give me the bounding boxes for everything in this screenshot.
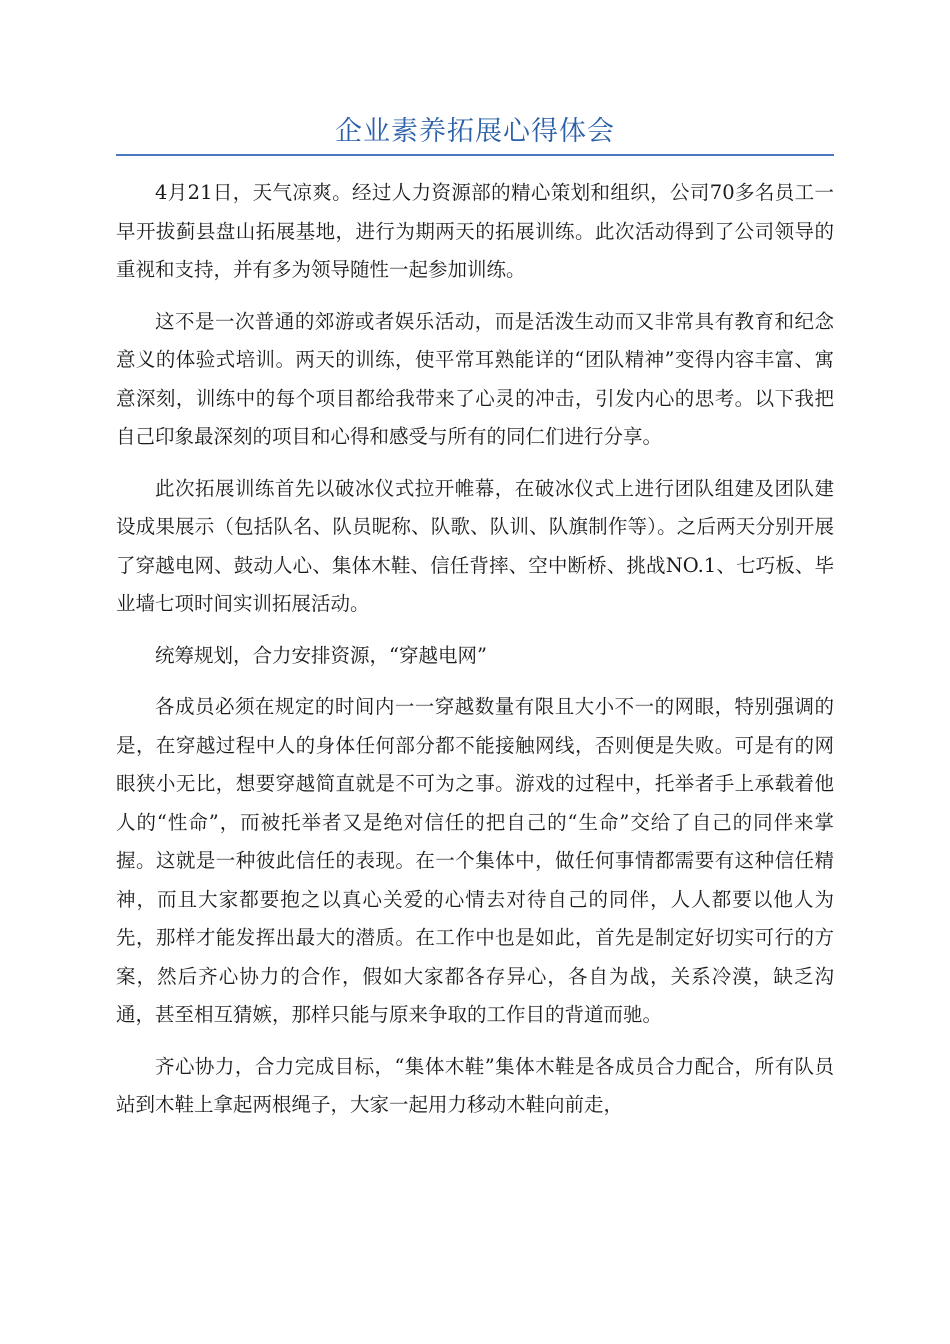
paragraph-heading-electric-net: 统筹规划，合力安排资源，“穿越电网” (155, 643, 487, 667)
document-body (116, 174, 834, 1138)
paragraph-training-overview: 这不是一次普通的郊游或者娱乐活动，而是活泼生动而又非常具有教育和纪念意义的体验式培训。两天的训练，使平常耳熟能详的“团队精神”变得内容丰富、寓意深刻，训练中的每个项目都给我带来了心灵的冲击，引发内心的思考。以下我把自己印象最深刻的项目和心得和感受与所有的同仁们进行分享。 (116, 309, 834, 448)
paragraph-intro: 4月21日，天气凉爽。经过人力资源部的精心策划和组织，公司70多名员工一早开拔蓟县盘山拓展基地，进行为期两天的拓展训练。此次活动得到了公司领导的重视和支持，并有多为领导随性一起参加训练。 (116, 181, 834, 281)
paragraph-activities: 此次拓展训练首先以破冰仪式拉开帷幕，在破冰仪式上进行团队组建及团队建设成果展示（包括队名、队员昵称、队歌、队训、队旗制作等）。之后两天分别开展了穿越电网、鼓动人心、集体木鞋、信任背摔、空中断桥、挑战NO.1、七巧板、毕业墙七项时间实训拓展活动。 (116, 476, 834, 615)
paragraph-electric-net: 各成员必须在规定的时间内一一穿越数量有限且大小不一的网眼，特别强调的是，在穿越过程中人的身体任何部分都不能接触网线，否则便是失败。可是有的网眼狭小无比，想要穿越简直就是不可为之事。游戏的过程中，托举者手上承载着他人的“性命”，而被托举者又是绝对信任的把自己的“生命”交给了自己的同伴来掌握。这就是一种彼此信任的表现。在一个集体中，做任何事情都需要有这种信任精神，而且大家都要抱之以真心关爱的心情去对待自己的同伴，人人都要以他人为先，那样才能发挥出最大的潜质。在工作中也是如此，首先是制定好切实可行的方案，然后齐心协力的合作，假如大家都各存异心，各自为战，关系冷漠，缺乏沟通，甚至相互猜嫉，那样只能与原来争取的工作目的背道而驰。 (116, 695, 834, 1026)
paragraph-wooden-shoes: 齐心协力，合力完成目标，“集体木鞋”集体木鞋是各成员合力配合，所有队员站到木鞋上拿起两根绳子，大家一起用力移动木鞋向前走， (116, 1054, 834, 1116)
title-underline (116, 154, 834, 156)
document-title: 企业素养拓展心得体会 (335, 116, 615, 147)
